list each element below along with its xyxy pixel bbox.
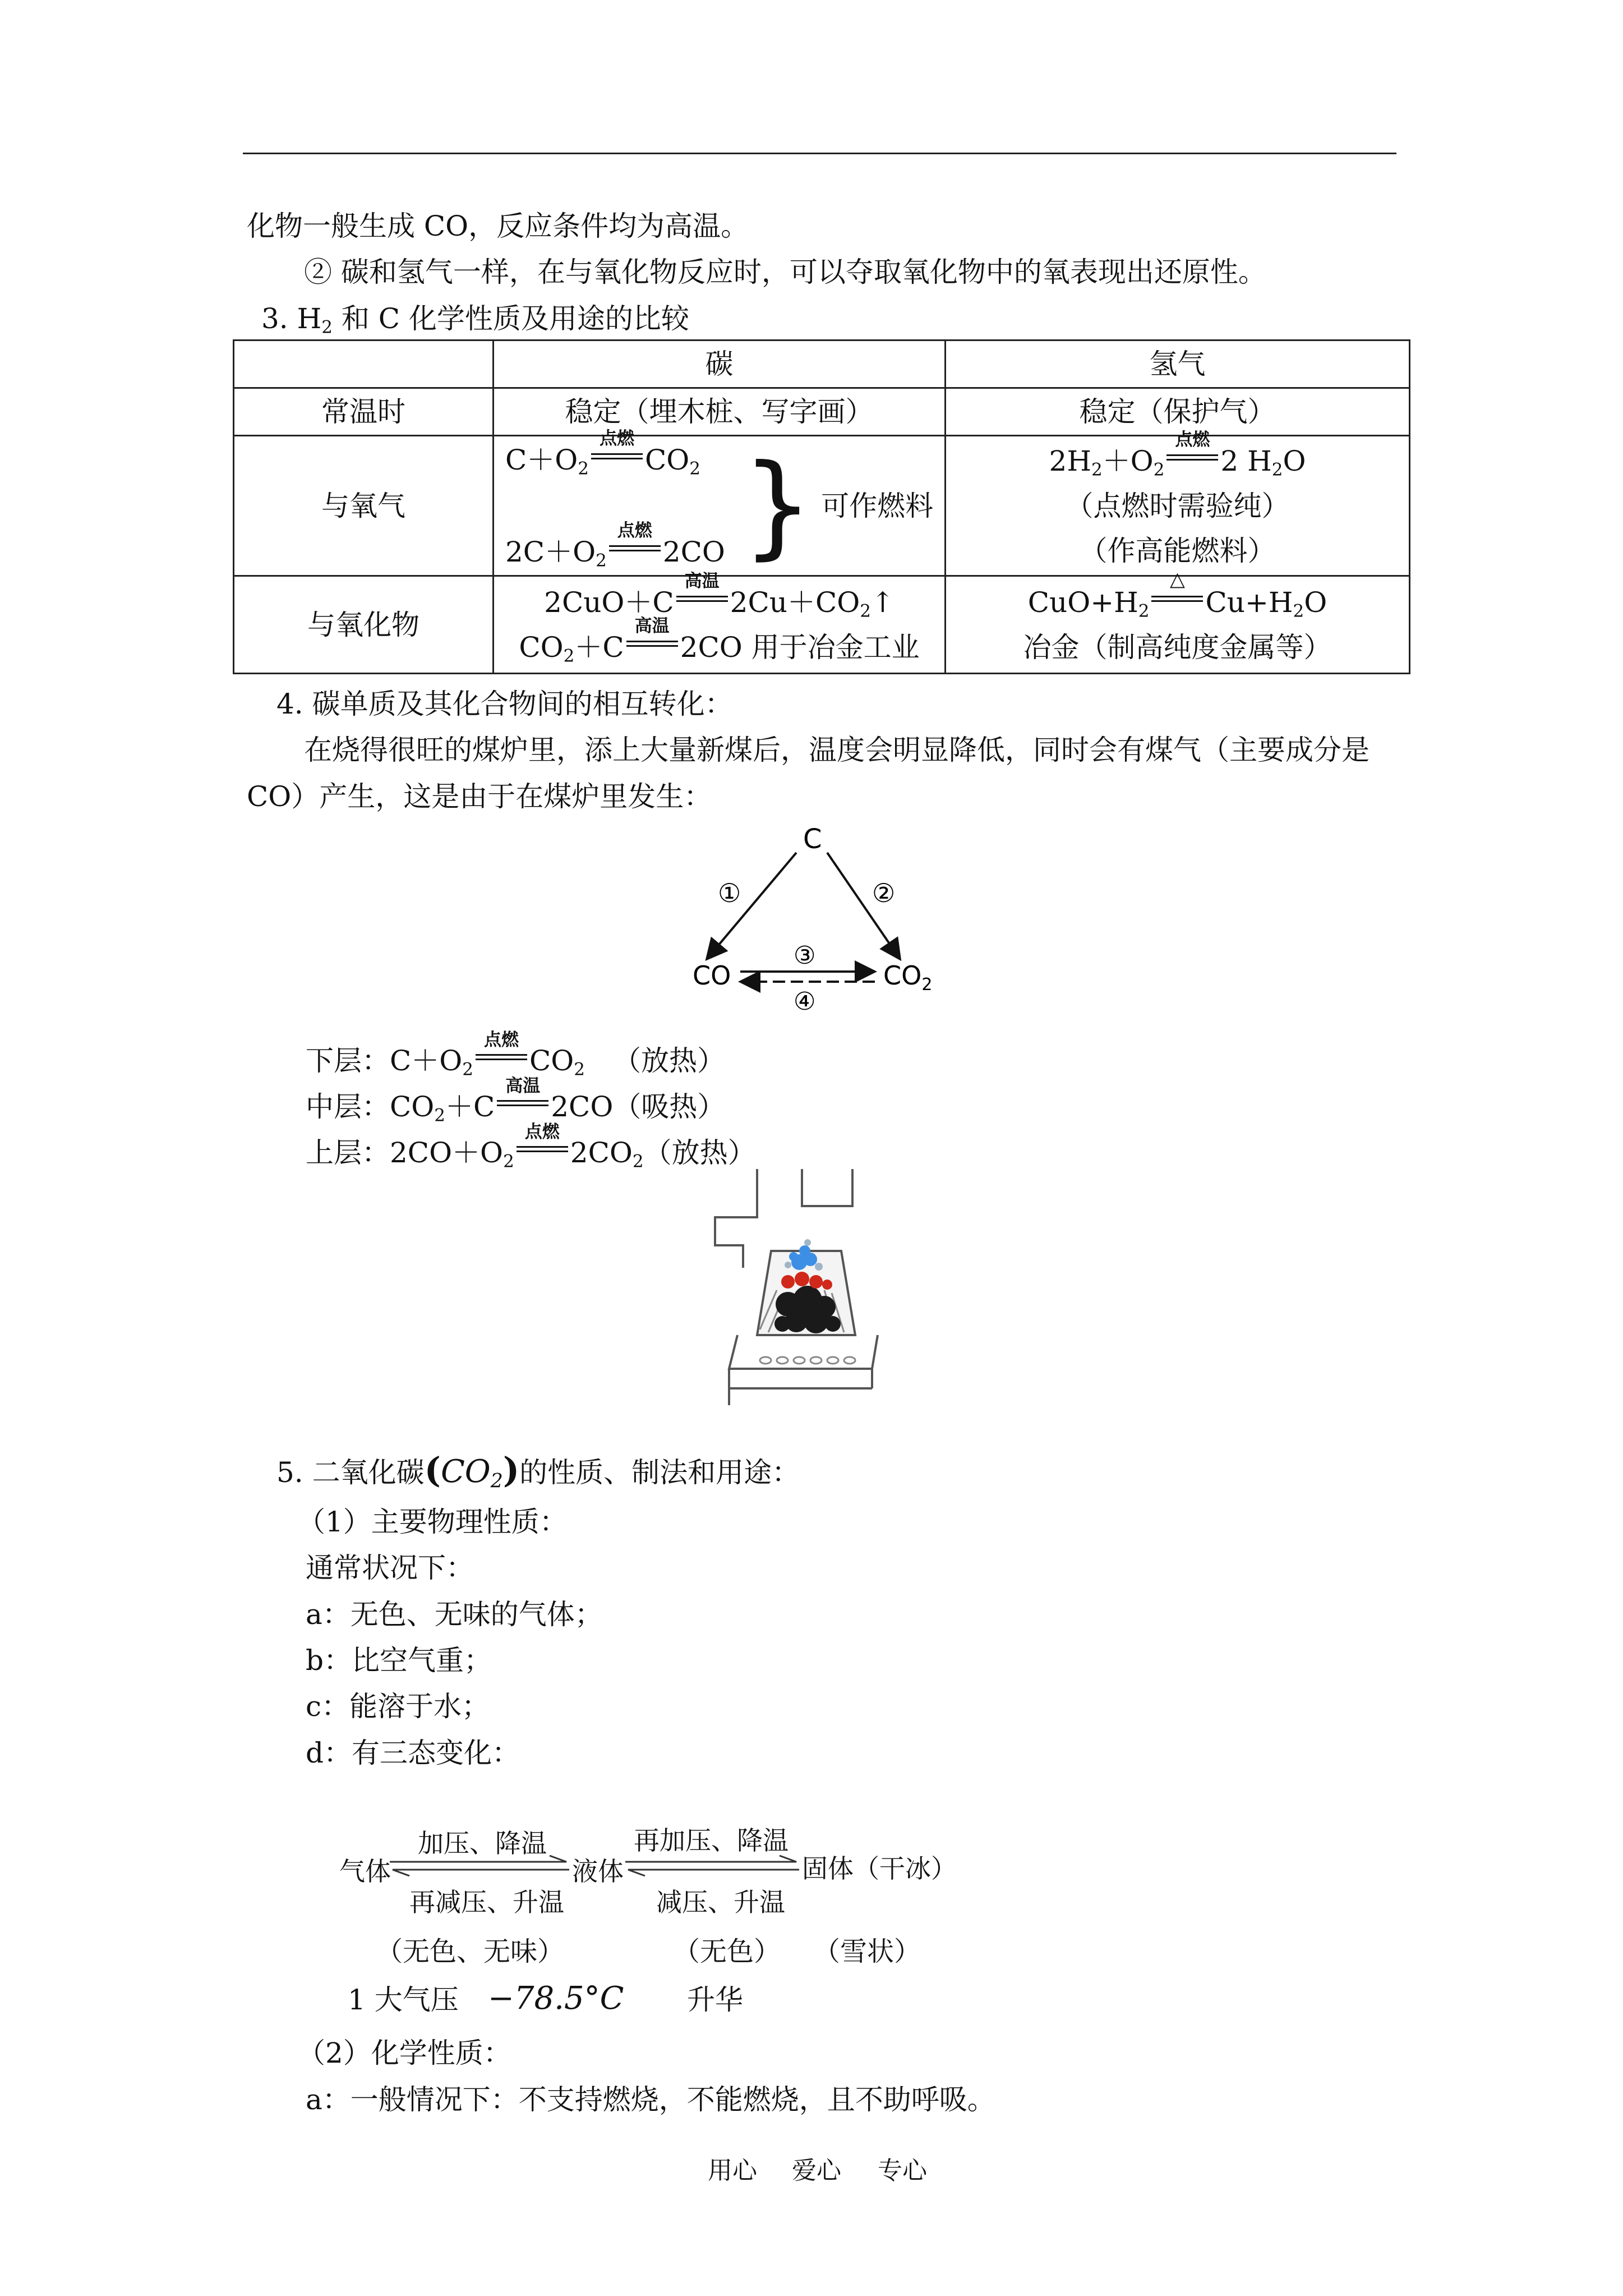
hydrogen-cell: 稳定（保护气） — [946, 388, 1410, 436]
text-line: a：无色、无味的气体； — [306, 1598, 603, 1631]
comparison-table — [233, 339, 1410, 674]
phase-top-label: 再加压、降温 — [634, 1825, 789, 1856]
label-4: ④ — [794, 987, 816, 1016]
coal-stove-illustration — [704, 1167, 911, 1414]
label-2: ② — [872, 878, 896, 908]
section-4-title: 4. 碳单质及其化合物间的相互转化： — [276, 688, 733, 720]
text-line: 通常状况下： — [306, 1552, 474, 1584]
section-3-title: 3. $H_2$ 和 C 化学性质及用途的比较 — [261, 302, 689, 338]
paragraph-line: 在烧得很旺的煤炉里，添上大量新煤后，温度会明显降低，同时会有煤气（主要成分是 — [304, 734, 1370, 766]
node-co: CO — [693, 960, 731, 991]
node-co2: $CO_2$ — [883, 960, 933, 995]
temperature-label: −78.5°C — [488, 1980, 624, 2017]
table-row-oxide — [234, 576, 1410, 674]
carbon-cell — [494, 429, 946, 576]
hydrogen-note: （点燃时需验纯） — [1065, 489, 1290, 522]
equation: $2H_2+O_2$ 点燃 2 $H_2O$ — [1049, 430, 1306, 480]
table-header-carbon: 碳 — [494, 341, 946, 388]
row-label: 与氧气 — [234, 436, 494, 576]
phase-bottom-label: 减压、升温 — [656, 1887, 785, 1917]
hydrogen-cell — [946, 430, 1410, 576]
carbon-cell: 稳定（埋木桩、写字画） — [494, 388, 946, 436]
text-line-2: ② 碳和氢气一样，在与氧化物反应时，可以夺取氧化物中的氧表现出还原性。 — [304, 256, 1266, 288]
hydrogen-note: 冶金（制高纯度金属等） — [1023, 631, 1332, 664]
table-row-oxygen — [234, 436, 1410, 576]
equation: $2C+O_2$ 点燃 2CO — [505, 521, 725, 571]
phase-solid: 固体（干冰） — [802, 1853, 957, 1884]
solid-note: （雪状） — [813, 1936, 921, 1967]
text-line-1: 化物一般生成 CO，反应条件均为高温。 — [247, 210, 749, 242]
footer-text: 用心 — [708, 2156, 757, 2185]
row-label: 与氧化物 — [234, 576, 494, 674]
pressure-label: 1 大气压 — [348, 1984, 459, 2016]
text-line: （1）主要物理性质： — [297, 1506, 568, 1538]
carbon-cell — [494, 571, 946, 674]
footer-text: 爱心 — [792, 2156, 841, 2185]
table-header-hydrogen: 氢气 — [946, 341, 1410, 388]
hydrogen-note: （作高能燃料） — [1079, 534, 1276, 567]
gas-note: （无色、无味） — [376, 1936, 565, 1967]
phase-gas: 气体 — [339, 1856, 391, 1887]
middle-layer-equation: 中层：$CO_2+C$ 高温 2CO（吸热） — [306, 1075, 726, 1126]
equilibrium-arrows-icon — [387, 1854, 572, 1876]
node-carbon: C — [803, 823, 822, 855]
equation: $CO_2+C$ 高温 2CO 用于冶金工业 — [519, 616, 920, 666]
label-3: ③ — [794, 941, 816, 970]
table-row-room-temp — [234, 388, 1410, 436]
row-label: 常温时 — [234, 388, 494, 436]
header-rule — [243, 153, 1396, 154]
sublimation-label: 升华 — [687, 1984, 743, 2016]
upper-layer-equation: 上层：$2CO+O_2$ 点燃 $2CO_2$（放热） — [306, 1121, 756, 1172]
text-line: c：能溶于水； — [306, 1690, 490, 1723]
paragraph-line: CO）产生，这是由于在煤炉里发生： — [247, 780, 712, 813]
hydrogen-cell — [946, 568, 1410, 674]
equilibrium-arrows-icon — [623, 1854, 802, 1876]
phase-liquid: 液体 — [572, 1856, 624, 1887]
footer-text: 专心 — [878, 2156, 927, 2185]
text-line: a：一般情况下：不支持燃烧，不能燃烧，且不助呼吸。 — [306, 2083, 995, 2116]
label-1: ① — [718, 878, 741, 908]
text-line: （2）化学性质： — [297, 2037, 511, 2069]
text-line: d：有三态变化： — [306, 1737, 520, 1769]
lower-layer-equation: 下层：$C+O_2$ 点燃 $CO_2$ （放热） — [306, 1029, 725, 1080]
equation: $C+O_2$ 点燃 $CO_2$ — [505, 429, 700, 479]
table-header-blank — [234, 341, 494, 388]
phase-bottom-label: 再减压、升温 — [409, 1887, 564, 1917]
carbon-cycle-diagram — [690, 819, 948, 1021]
equation: 2CuO＋C 高温 $2Cu+CO_2↑$ — [544, 571, 895, 622]
equation: $CuO+H_2$ △ $Cu+H_2O$ — [1027, 568, 1327, 622]
liquid-note: （无色） — [673, 1936, 781, 1967]
text-line: b：比空气重； — [306, 1644, 492, 1677]
fuel-note: 可作燃料 — [821, 489, 934, 522]
curly-brace-icon: } — [741, 440, 814, 571]
table-header-row — [234, 341, 1410, 388]
phase-top-label: 加压、降温 — [418, 1828, 547, 1858]
section-5-title: 5. 二氧化碳$(CO_2)$的性质、制法和用途： — [276, 1450, 800, 1493]
